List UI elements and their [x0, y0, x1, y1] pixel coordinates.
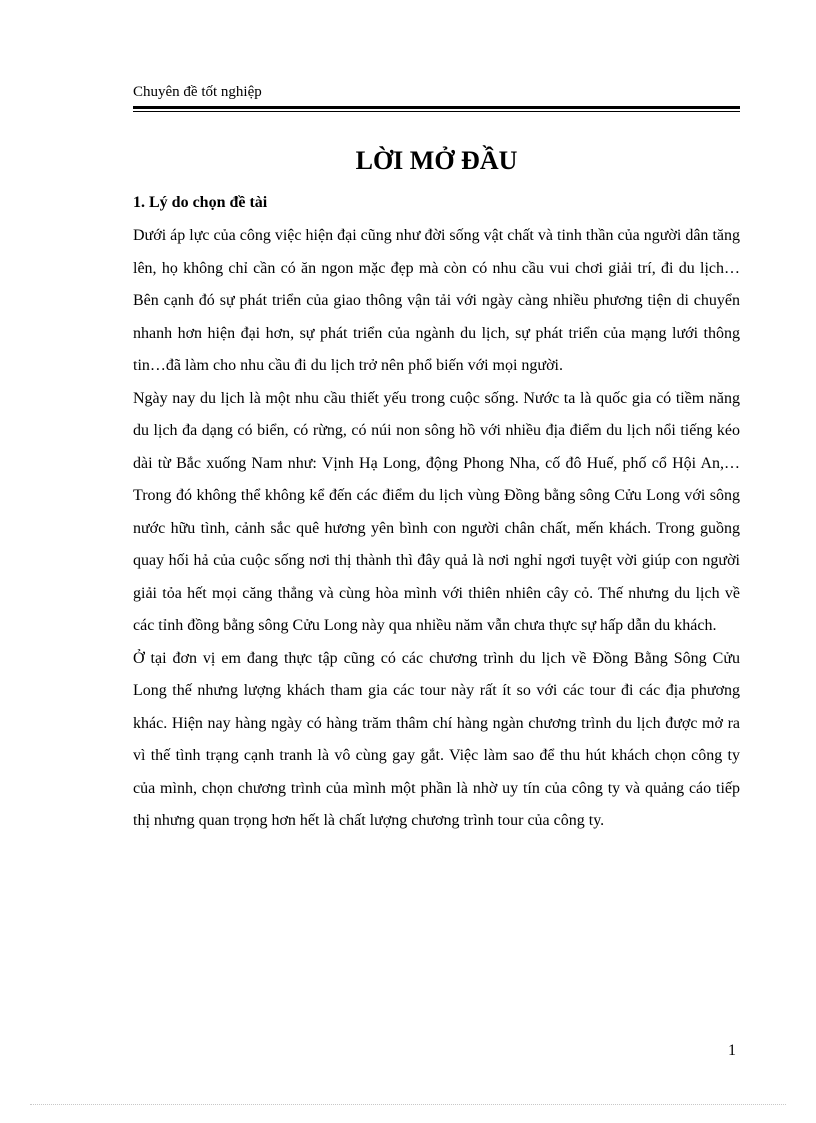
page-number: 1: [728, 1042, 736, 1059]
page-title: LỜI MỞ ĐẦU: [355, 146, 518, 175]
section-heading: 1. Lý do chọn đề tài: [133, 194, 268, 211]
body-text: [133, 220, 740, 838]
paragraph-2: Ngày nay du lịch là một nhu cầu thiết yếu trong cuộc sống. Nước ta là quốc gia có tiềm năng du lịch đa dạng có biển, có rừng, có núi non sông hồ với nhiều địa điểm du lịch nổi tiếng kéo dài từ Bắc xuống Nam như: Vịnh Hạ Long, động Phong Nha, cố đô Huế, phố cổ Hội An,…Trong đó không thể không kể đến các điểm du lịch vùng Đồng bằng sông Cửu Long với sông nước hữu tình, cảnh sắc quê hương yên bình con người chân chất, mến khách. Trong guồng quay hối hả của cuộc sống nơi thị thành thì đây quả là nơi nghỉ ngơi tuyệt vời giúp con người giải tỏa hết mọi căng thẳng và cùng hòa mình với thiên nhiên cây cỏ. Thế nhưng du lịch về các tỉnh đồng bằng sông Cửu Long này qua nhiều năm vẫn chưa thực sự hấp dẫn du khách.: [133, 389, 740, 634]
running-header: Chuyên đề tốt nghiệp: [133, 84, 262, 100]
header-rule-thick: [133, 106, 740, 109]
paragraph-1: Dưới áp lực của công việc hiện đại cũng như đời sống vật chất và tinh thần của người dân tăng lên, họ không chỉ cần có ăn ngon mặc đẹp mà còn có nhu cầu vui chơi giải trí, đi du lịch… Bên cạnh đó sự phát triển của giao thông vận tải với ngày càng nhiều phương tiện di chuyển nhanh hơn hiện đại hơn, sự phát triển của ngành du lịch, sự phát triển của mạng lưới thông tin…đã làm cho nhu cầu đi du lịch trở nên phổ biến với mọi người.: [133, 227, 740, 374]
paragraph-3: Ở tại đơn vị em đang thực tập cũng có các chương trình du lịch về Đồng Bằng Sông Cửu Long thế nhưng lượng khách tham gia các tour này rất ít so với các tour đi các địa phương khác. Hiện nay hàng ngày có hàng trăm thâm chí hàng ngàn chương trình du lịch được mở ra vì thế tình trạng cạnh tranh là vô cùng gay gắt. Việc làm sao để thu hút khách chọn công ty của mình, chọn chương trình của mình một phần là nhờ uy tín của công ty và quảng cáo tiếp thị nhưng quan trọng hơn hết là chất lượng chương trình tour của công ty.: [133, 649, 740, 829]
header-rule-thin: [133, 111, 740, 112]
page-edge-divider: [30, 1104, 786, 1105]
